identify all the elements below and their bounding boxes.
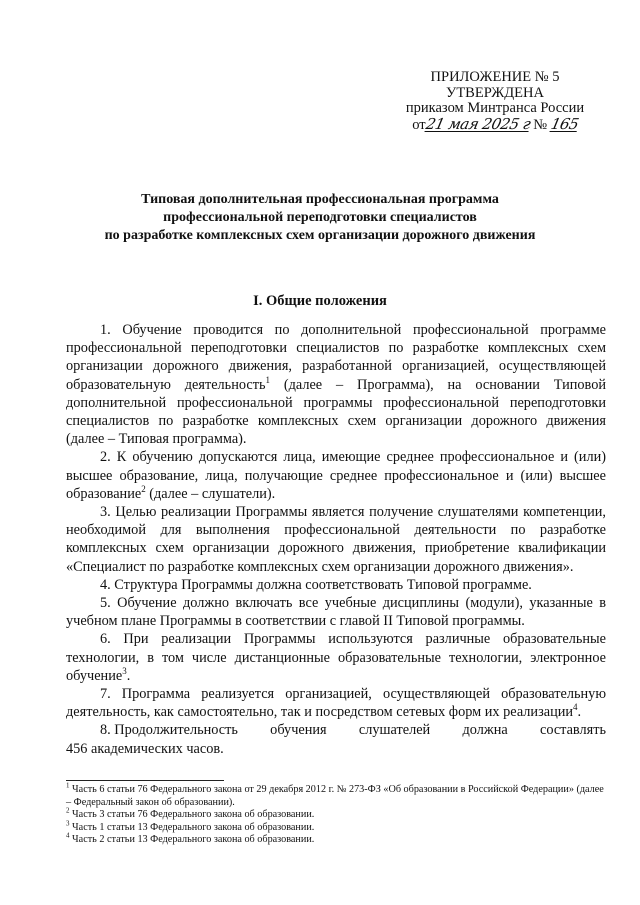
document-title [60, 191, 580, 245]
from-label: от [412, 116, 426, 133]
appendix-number: ПРИЛОЖЕНИЕ № 5 [430, 69, 560, 85]
title-line: по разработке комплексных схем организации дорожного движения [104, 228, 536, 243]
footnote-2: $^2$ Часть 3 статьи 76 Федерального закона об образовании. [66, 806, 315, 821]
footnote-ref: 2 [141, 484, 146, 495]
order-issuer: приказом Минтранса России [405, 100, 585, 116]
order-date-number [400, 114, 590, 134]
footnote-ref: 4 [573, 702, 578, 713]
paragraph-8-line-2: 456 академических часов. [66, 740, 224, 757]
paragraph-1: 1. Обучение проводится по дополнительной профессиональной программе профессиональной переподготовки специалистов по разработке комплексных схем организации дорожного движения, разработанной организацией, осуществляющей образовательную деятельность$^1$ (далее – Программа), на основании Типовой дополнительной профессиональной программы профессиональной переподготовки специалистов по разработке комплексных схем организации дорожного движения (далее – Типовая программа). [66, 322, 606, 448]
footnote-ref: 1 [265, 374, 270, 385]
paragraph-3: 3. Целью реализации Программы является получение слушателями компетенции, необходимой для выполнения профессиональной деятельности по разработке комплексных схем организации дорожного движения, приобретение квалификации «Специалист по разработке комплексных схем организации дорожного движения». [66, 504, 606, 575]
paragraph-7: 7. Программа реализуется организацией, осуществляющей образовательную деятельность, как самостоятельно, так и посредством сетевых форм их реализации$^4$. [66, 686, 606, 721]
paragraph-8-line-1: 8. Продолжительность обучения слушателей должна составлять [100, 722, 606, 739]
paragraph-6: 6. При реализации Программы используются различные образовательные технологии, в том числе дистанционные образовательные технологии, электронное обучение$^3$. [66, 631, 606, 684]
footnote-3: $^3$ Часть 1 статьи 13 Федерального закона об образовании. [66, 819, 315, 833]
paragraph-5: 5. Обучение должно включать все учебные дисциплины (модули), указанные в учебном плане Программы в соответствии с главой II Типовой программы. [66, 595, 606, 630]
document-body [66, 321, 606, 758]
footnote-ref: 3 [122, 666, 127, 677]
paragraph-2: 2. К обучению допускаются лица, имеющие среднее профессиональное и (или) высшее образование, лица, получающие среднее профессиональное и (или) высшее образование$^2$ (далее – слушатели). [66, 449, 606, 502]
footnote-1: $^1$ Часть 6 статьи 76 Федерального закона от 29 декабря 2012 г. № 273-ФЗ «Об образовании в Российской Федерации» (далее – Федеральный закон об образовании). [66, 781, 604, 808]
paragraph-4: 4. Структура Программы должна соответствовать Типовой программе. [100, 576, 532, 593]
title-line: профессиональной переподготовки специалистов [163, 210, 477, 225]
title-line: Типовая дополнительная профессиональная программа [141, 192, 499, 207]
handwritten-date: 21 мая 2025 г [423, 114, 532, 133]
footnote-divider [66, 780, 224, 781]
handwritten-number: 165 [548, 114, 580, 133]
approved-label: УТВЕРЖДЕНА [446, 84, 544, 101]
footnotes [66, 781, 606, 847]
section-heading: I. Общие положения [253, 293, 387, 309]
number-label: № [533, 116, 548, 133]
approval-block [400, 70, 590, 133]
footnote-4: $^4$ Часть 2 статьи 13 Федерального закона об образовании. [66, 831, 315, 846]
